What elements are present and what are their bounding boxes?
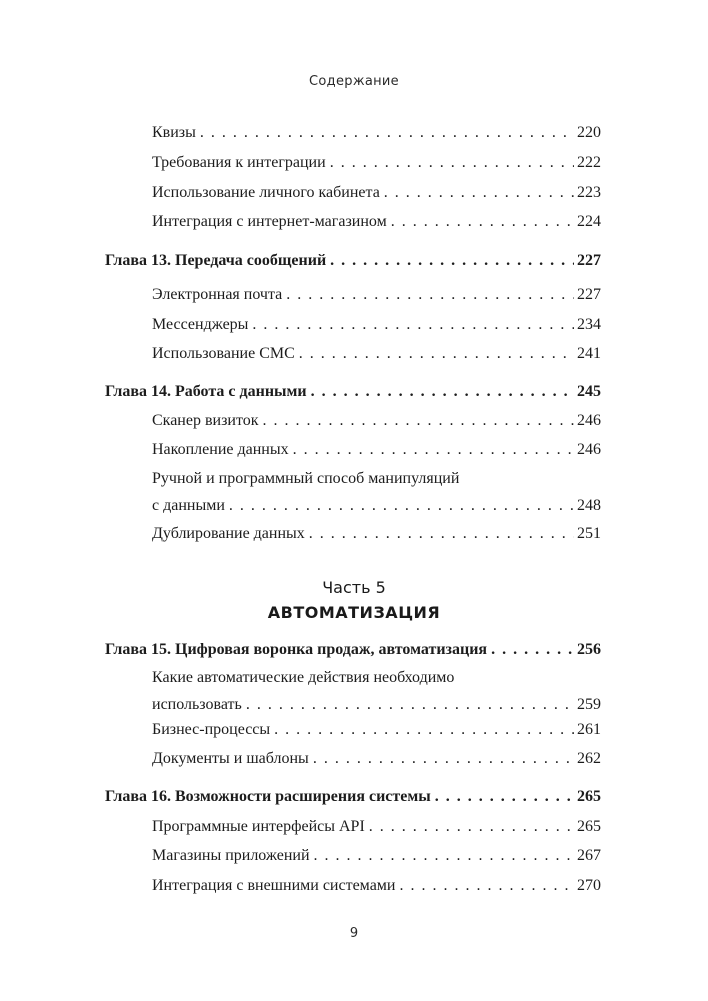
toc-entry-title: Использование СМС (152, 345, 295, 362)
toc-entry-messengers[interactable] (152, 311, 601, 338)
toc-entry-title: Мессенджеры (152, 316, 249, 333)
toc-entry-integration-requirements[interactable] (152, 149, 601, 176)
dot-leader (435, 783, 574, 810)
toc-entry-documents-templates[interactable] (152, 745, 601, 772)
toc-chapter-title: Глава 16. Возможности расширения системы (105, 788, 431, 805)
toc-entry-title: Требования к интеграции (152, 154, 326, 171)
toc-entry-page: 248 (577, 497, 601, 514)
toc-entry-page: 246 (577, 441, 601, 458)
toc-entry-data-accumulation[interactable] (152, 436, 601, 463)
toc-entry-page: 246 (577, 412, 601, 429)
dot-leader (369, 813, 574, 840)
toc-entry-page: 241 (577, 345, 601, 362)
toc-entry-quizzes[interactable] (152, 119, 601, 146)
toc-chapter-13[interactable] (105, 247, 601, 274)
dot-leader (263, 407, 574, 434)
toc-entry-sms[interactable] (152, 340, 601, 367)
toc-entry-title-line1: Какие автоматические действия необходимо (152, 669, 455, 686)
toc-entry-title: Программные интерфейсы API (152, 818, 365, 835)
dot-leader (229, 492, 574, 519)
toc-entry-title: с данными (152, 497, 225, 514)
toc-entry-app-stores[interactable] (152, 842, 601, 869)
part-label: Часть 5 (322, 578, 386, 597)
toc-entry-external-systems[interactable] (152, 872, 601, 899)
toc-chapter-page: 256 (577, 641, 601, 658)
toc-chapter-15[interactable] (105, 636, 601, 663)
toc-entry-title: использовать (152, 696, 242, 713)
toc-entry-page: 265 (577, 818, 601, 835)
part-title: АВТОМАТИЗАЦИЯ (267, 603, 441, 622)
toc-chapter-title: Глава 13. Передача сообщений (105, 252, 327, 269)
dot-leader (399, 872, 574, 899)
toc-entry-page: 267 (577, 847, 601, 864)
toc-entry-title: Использование личного кабинета (152, 184, 380, 201)
toc-entry-page: 270 (577, 877, 601, 894)
dot-leader (299, 340, 574, 367)
toc-entry-api[interactable] (152, 813, 601, 840)
toc-entry-data-duplication[interactable] (152, 520, 601, 547)
toc-entry-title: Бизнес-процессы (152, 721, 271, 738)
dot-leader (293, 436, 574, 463)
toc-entry-page: 259 (577, 696, 601, 713)
dot-leader (314, 842, 574, 869)
toc-entry-title: Интеграция с интернет-магазином (152, 213, 387, 230)
toc-entry-title: Электронная почта (152, 286, 283, 303)
toc-entry-title: Дублирование данных (152, 525, 305, 542)
toc-entry-page: 251 (577, 525, 601, 542)
dot-leader (274, 716, 574, 743)
toc-entry-title: Квизы (152, 124, 196, 141)
dot-leader (311, 378, 574, 405)
dot-leader (391, 208, 574, 235)
toc-entry-title-line1: Ручной и программный способ манипуляций (152, 470, 460, 487)
dot-leader (200, 119, 574, 146)
dot-leader (246, 691, 574, 718)
toc-entry-title: Документы и шаблоны (152, 750, 309, 767)
toc-chapter-page: 265 (577, 788, 601, 805)
toc-entry-title: Интеграция с внешними системами (152, 877, 396, 894)
toc-entry-title: Накопление данных (152, 441, 289, 458)
toc-entry-page: 222 (577, 154, 601, 171)
toc-chapter-page: 227 (577, 252, 601, 269)
toc-chapter-14[interactable] (105, 378, 601, 405)
dot-leader (330, 149, 574, 176)
toc-chapter-16[interactable] (105, 783, 601, 810)
dot-leader (384, 179, 574, 206)
toc-entry-title: Магазины приложений (152, 847, 310, 864)
toc-entry-page: 220 (577, 124, 601, 141)
toc-chapter-page: 245 (577, 383, 601, 400)
dot-leader (252, 311, 574, 338)
toc-entry-data-manipulation[interactable] (152, 465, 601, 519)
running-head: Содержание (309, 74, 399, 89)
toc-entry-online-store-integration[interactable] (152, 208, 601, 235)
page-number: 9 (349, 926, 359, 941)
dot-leader (313, 745, 574, 772)
dot-leader (286, 281, 574, 308)
toc-entry-page: 227 (577, 286, 601, 303)
toc-entry-page: 234 (577, 316, 601, 333)
toc-chapter-title: Глава 15. Цифровая воронка продаж, автоматизация (105, 641, 488, 658)
toc-entry-automatic-actions[interactable] (152, 664, 601, 718)
toc-entry-page: 223 (577, 184, 601, 201)
toc-entry-business-processes[interactable] (152, 716, 601, 743)
dot-leader (491, 636, 574, 663)
dot-leader (330, 247, 574, 274)
toc-entry-email[interactable] (152, 281, 601, 308)
dot-leader (309, 520, 574, 547)
toc-entry-page: 261 (577, 721, 601, 738)
toc-entry-title: Сканер визиток (152, 412, 259, 429)
toc-entry-personal-account[interactable] (152, 179, 601, 206)
toc-entry-page: 224 (577, 213, 601, 230)
toc-entry-card-scanner[interactable] (152, 407, 601, 434)
toc-entry-page: 262 (577, 750, 601, 767)
toc-chapter-title: Глава 14. Работа с данными (105, 383, 307, 400)
